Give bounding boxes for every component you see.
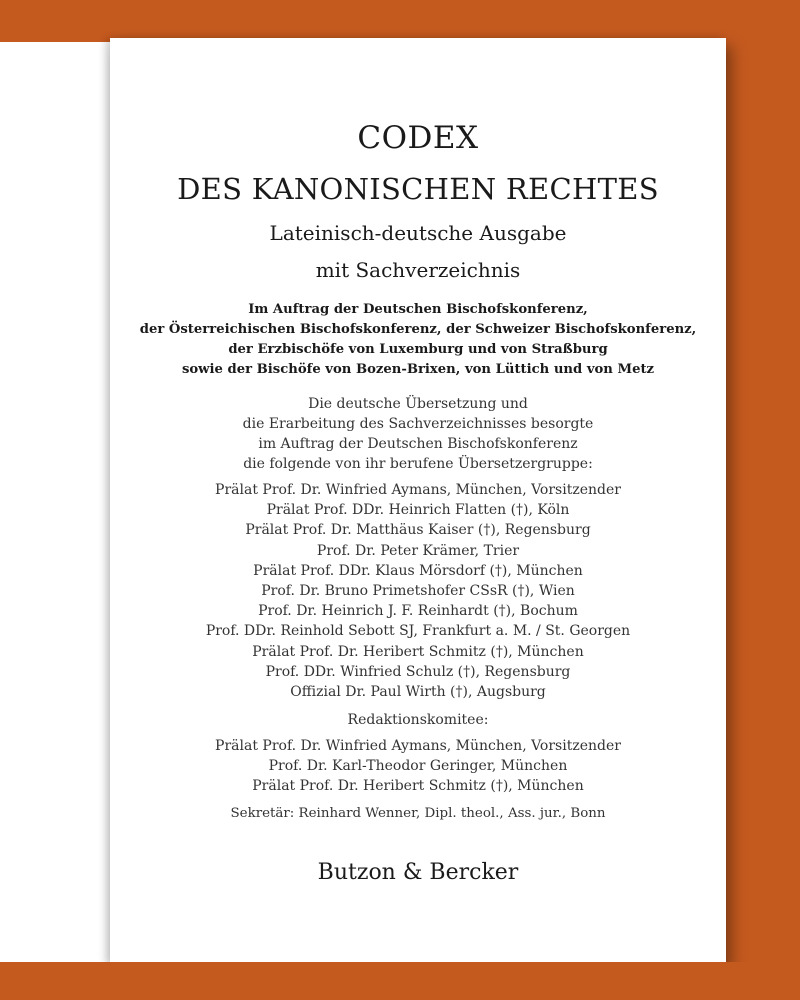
translator-entry: Offizial Dr. Paul Wirth (†), Augsburg [290,684,546,701]
mandate-line: Im Auftrag der Deutschen Bischofskonferenz, [248,302,588,317]
secretary-line: Sekretär: Reinhard Wenner, Dipl. theol., Ass. jur., Bonn [230,806,606,821]
translator-entry: Prof. DDr. Reinhold Sebott SJ, Frankfurt a. M. / St. Georgen [205,623,631,640]
mandate-line: der Erzbischöfe von Luxemburg und von Straßburg [228,342,608,357]
intro-line: die folgende von ihr berufene Übersetzergruppe: [243,456,593,472]
translator-entry: Prof. DDr. Winfried Schulz (†), Regensburg [265,663,571,680]
committee-entry: Prälat Prof. Dr. Winfried Aymans, München, Vorsitzender [215,738,621,754]
translator-entry: Prof. Dr. Peter Krämer, Trier [316,542,520,559]
intro-line: die Erarbeitung des Sachverzeichnisses besorgte [242,416,594,432]
translator-entry: Prälat Prof. DDr. Klaus Mörsdorf (†), München [253,562,583,579]
translator-entry: Prälat Prof. Dr. Winfried Aymans, München, Vorsitzender [215,482,621,498]
committee-entry: Prälat Prof. Dr. Heribert Schmitz (†), München [252,778,584,794]
translator-list [110,480,726,702]
translator-entry: Prälat Prof. Dr. Matthäus Kaiser (†), Regensburg [245,522,591,539]
translator-entry: Prof. Dr. Bruno Primetshofer CSsR (†), Wien [261,583,575,600]
book-title-line1: CODEX [357,120,479,156]
title-page [110,38,726,964]
book-title-line2: DES KANONISCHEN RECHTES [177,172,659,206]
facing-page [0,42,112,962]
committee-entry: Prof. Dr. Karl-Theodor Geringer, München [268,758,568,774]
committee-heading: Redaktionskomitee: [347,712,489,728]
translation-intro [110,394,726,474]
mandate-line: der Österreichischen Bischofskonferenz, der Schweizer Bischofskonferenz, [139,322,697,337]
book-subtitle-line2: mit Sachverzeichnis [315,258,521,282]
book-subtitle-line1: Lateinisch-deutsche Ausgabe [269,221,567,245]
committee-list [110,736,726,796]
intro-line: im Auftrag der Deutschen Bischofskonferenz [258,436,578,452]
translator-entry: Prälat Prof. DDr. Heinrich Flatten (†), Köln [266,502,570,519]
publisher-name: Butzon & Bercker [317,860,519,885]
translator-entry: Prof. Dr. Heinrich J. F. Reinhardt (†), Bochum [258,603,578,620]
mandate-block [110,300,726,380]
background-surface [0,962,800,1000]
intro-line: Die deutsche Übersetzung und [308,396,528,412]
mandate-line: sowie der Bischöfe von Bozen-Brixen, von Lüttich und von Metz [181,362,655,377]
translator-entry: Prälat Prof. Dr. Heribert Schmitz (†), München [252,643,584,660]
